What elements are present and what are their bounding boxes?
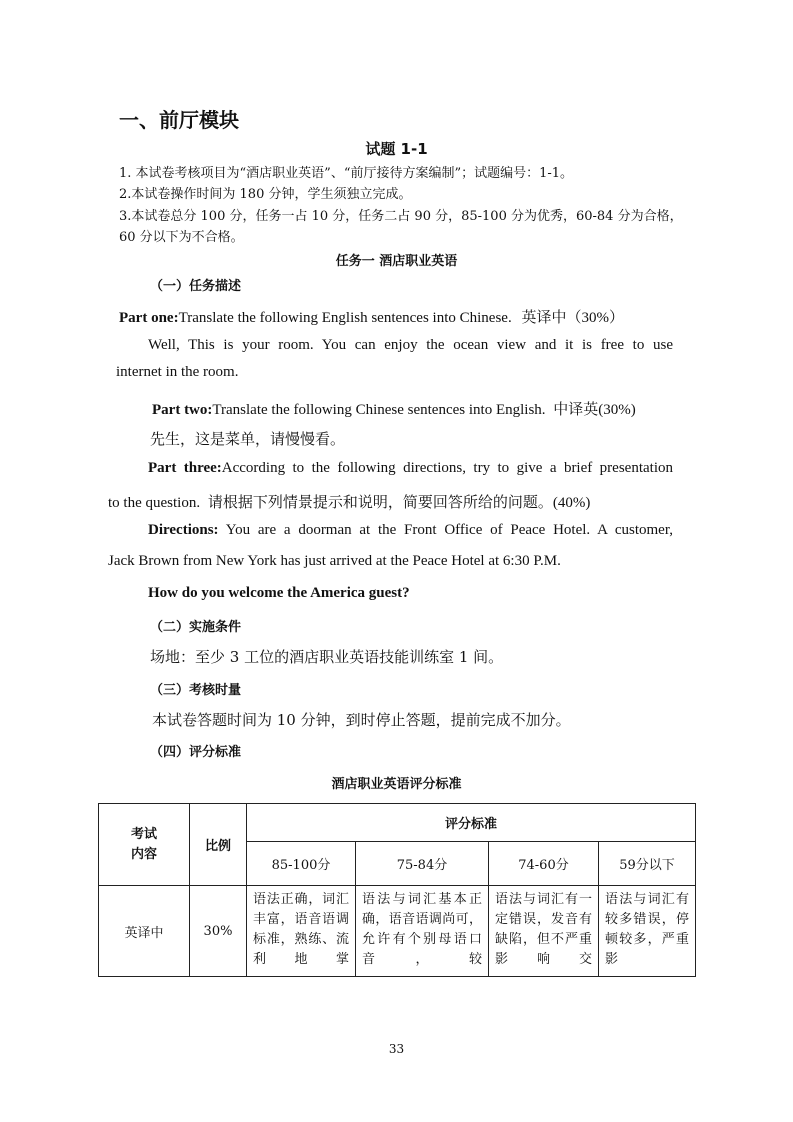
question: How do you welcome the America guest? xyxy=(148,585,410,601)
part-one xyxy=(119,306,624,327)
scoring-table xyxy=(98,803,696,977)
part-one-sentence-line1: Well, This is your room. You can enjoy the ocean view and it is free to use xyxy=(148,337,673,353)
sub4-title: （四）评分标准 xyxy=(150,745,242,760)
sub3-content: 本试卷答题时间为 10 分钟，到时停止答题，提前完成不加分。 xyxy=(152,711,571,729)
table-row xyxy=(99,886,696,977)
directions-text: You are a doorman at the Front Office of Peace Hotel. A customer, xyxy=(225,522,673,538)
part-three xyxy=(148,460,673,477)
level-header-1: 85-100分 xyxy=(247,842,356,886)
sub3-title: （三）考核时量 xyxy=(150,683,242,698)
col-header-content xyxy=(99,804,190,886)
part-one-text: Translate the following English sentences into Chinese. xyxy=(178,310,512,326)
sub2-title: （二）实施条件 xyxy=(150,620,242,635)
task1-title: 任务一 酒店职业英语 xyxy=(335,254,458,269)
instruction-2: 2.本试卷操作时间为 180 分钟，学生须独立完成。 xyxy=(119,187,412,202)
page-number: 33 xyxy=(388,1042,405,1056)
level-header-2: 75-84分 xyxy=(356,842,489,886)
part-two-sentence: 先生，这是菜单，请慢慢看。 xyxy=(150,430,346,448)
col-header-criteria: 评分标准 xyxy=(247,804,696,842)
row-criteria-1: 语法正确，词汇丰富，语音语调标准，熟练、流利地掌 xyxy=(247,886,356,977)
directions xyxy=(148,522,673,539)
part-two-cn: 中译英(30%) xyxy=(553,402,636,418)
sub1-title: （一）任务描述 xyxy=(150,279,242,294)
part-three-line2-cn: 请根据下列情景提示和说明，简要回答所给的问题。(40%) xyxy=(207,495,591,511)
part-one-sentence-line2: internet in the room. xyxy=(116,364,239,380)
instruction-4: 60 分以下为不合格。 xyxy=(119,230,244,245)
row-criteria-4: 语法与词汇有较多错误，停顿较多，严重影 xyxy=(599,886,696,977)
row-criteria-3: 语法与词汇有一定错误，发音有缺陷，但不严重影响交 xyxy=(489,886,599,977)
row-ratio: 30% xyxy=(190,886,247,977)
part-one-label: Part one: xyxy=(119,310,179,326)
part-one-cn: 英译中（30%） xyxy=(521,310,624,326)
instruction-1: 1. 本试卷考核项目为“酒店职业英语”、“前厅接待方案编制”；试题编号：1-1。 xyxy=(119,166,574,181)
col-header-content-line2: 内容 xyxy=(130,846,157,862)
col-header-content-line1: 考试 xyxy=(130,826,157,842)
col-header-ratio: 比例 xyxy=(190,804,247,886)
directions-line2: Jack Brown from New York has just arrived at the Peace Hotel at 6:30 P.M. xyxy=(108,553,561,569)
section-heading: 一、前厅模块 xyxy=(119,108,239,132)
directions-label: Directions: xyxy=(148,522,219,538)
level-header-3: 74-60分 xyxy=(489,842,599,886)
level-header-4: 59分以下 xyxy=(599,842,696,886)
part-two-text: Translate the following Chinese sentences into English. xyxy=(212,402,546,418)
part-three-label: Part three: xyxy=(148,460,222,476)
part-three-text: According to the following directions, try to give a brief presentation xyxy=(221,460,673,476)
table-title: 酒店职业英语评分标准 xyxy=(331,777,462,792)
instruction-3: 3.本试卷总分 100 分，任务一占 10 分，任务二占 90 分，85-100 分为优秀，60-84 分为合格， xyxy=(119,209,683,224)
row-content: 英译中 xyxy=(99,886,190,977)
part-two-label: Part two: xyxy=(152,402,213,418)
exam-title: 试题 1-1 xyxy=(365,140,428,158)
part-three-line2 xyxy=(108,491,590,512)
row-criteria-2: 语法与词汇基本正确，语音语调尚可，允许有个别母语口音，较 xyxy=(356,886,489,977)
part-two xyxy=(152,398,636,419)
sub2-content: 场地：至少 3 工位的酒店职业英语技能训练室 1 间。 xyxy=(150,648,504,666)
part-three-line2-en: to the question. xyxy=(108,495,201,511)
